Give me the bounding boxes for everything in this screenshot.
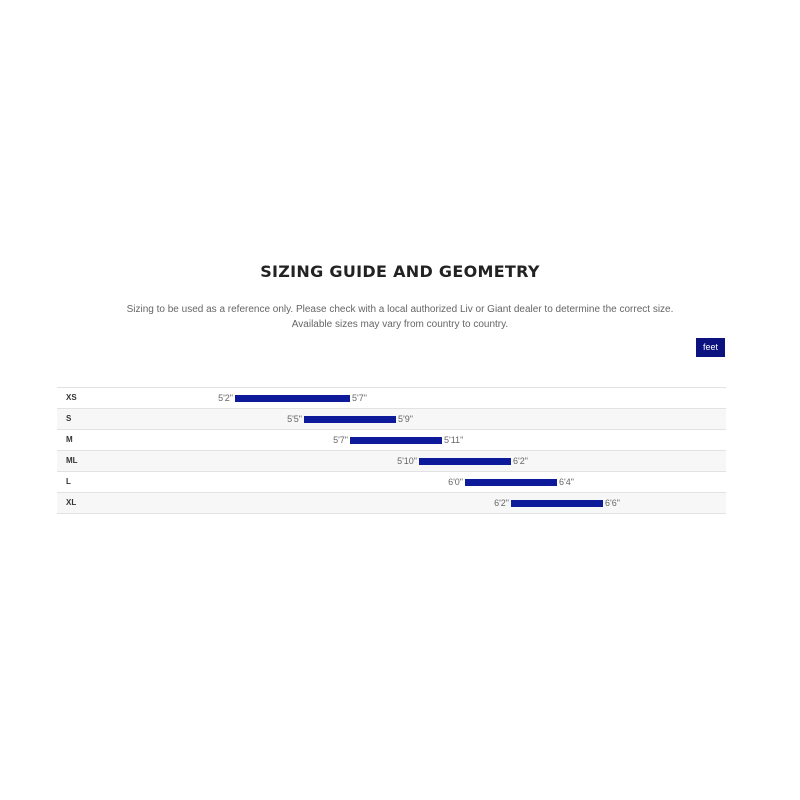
min-height-label: 6'0" (448, 477, 463, 487)
max-height-label: 6'2" (513, 456, 528, 466)
size-range-table (57, 387, 726, 514)
min-height-label: 5'5" (287, 414, 302, 424)
size-range-bar (235, 395, 350, 402)
max-height-label: 6'6" (605, 498, 620, 508)
size-label: XS (66, 393, 77, 402)
max-height-label: 6'4" (559, 477, 574, 487)
size-label: S (66, 414, 72, 423)
min-height-label: 5'2" (218, 393, 233, 403)
unit-toggle-button[interactable]: feet (696, 338, 725, 357)
max-height-label: 5'9" (398, 414, 413, 424)
size-range-bar (419, 458, 511, 465)
size-label: L (66, 477, 71, 486)
size-label: M (66, 435, 73, 444)
availability-note: Available sizes may vary from country to country. (291, 319, 509, 330)
min-height-label: 5'10" (397, 456, 417, 466)
page-title: SIZING GUIDE AND GEOMETRY (260, 262, 540, 281)
size-label: XL (66, 498, 77, 507)
size-range-bar (465, 479, 557, 486)
max-height-label: 5'11" (444, 435, 464, 445)
size-range-bar (350, 437, 442, 444)
size-label: ML (66, 456, 78, 465)
max-height-label: 5'7" (352, 393, 367, 403)
size-row-s (57, 409, 726, 430)
size-row-ml (57, 451, 726, 472)
size-range-bar (304, 416, 396, 423)
size-row-xs (57, 388, 726, 409)
sizing-disclaimer: Sizing to be used as a reference only. Please check with a local authorized Liv or Giant dealer to determine the correct size. (126, 304, 674, 315)
size-row-xl (57, 493, 726, 514)
min-height-label: 5'7" (333, 435, 348, 445)
min-height-label: 6'2" (494, 498, 509, 508)
size-row-l (57, 472, 726, 493)
size-range-bar (511, 500, 603, 507)
size-row-m (57, 430, 726, 451)
